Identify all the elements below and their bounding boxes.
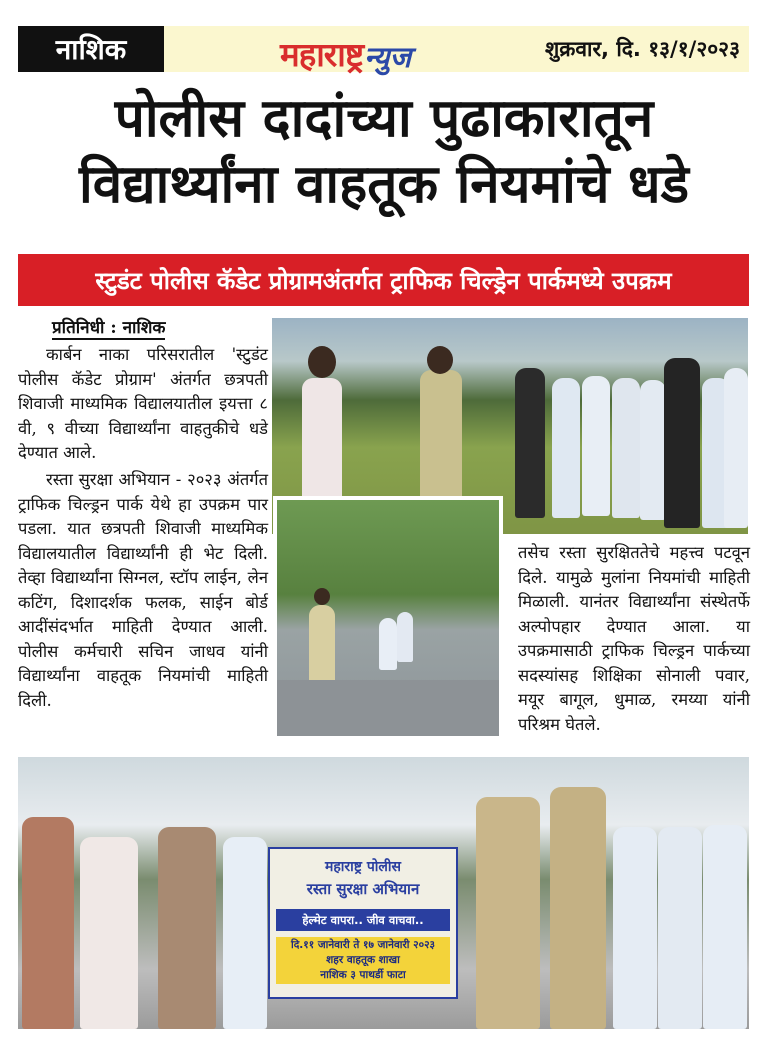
- logo-part-1: महाराष्ट्र: [280, 35, 364, 74]
- publication-date: शुक्रवार, दि. १३/१/२०२३: [544, 37, 740, 61]
- banner-line-6: नाशिक ३ पाथर्डी फाटा: [320, 969, 406, 981]
- headline-line-2: विद्यार्थ्यांना वाहतूक नियमांचे धडे: [79, 154, 689, 215]
- banner-dates: [276, 937, 450, 984]
- headline-line-1: पोलीस दादांच्या पुढाकारातून: [114, 88, 654, 149]
- article-paragraph-3: तसेच रस्ता सुरक्षिततेचे महत्त्व पटवून दिले. यामुळे मुलांना नियमांची माहिती मिळाली. यानंतर विद्यार्थ्यांना संस्थेतर्फे अल्पोपहार देण्यात आला. या उपक्रमासाठी ट्राफिक चिल्ड्रन पार्कच्या सदस्यांसह शिक्षिका सोनाली पवार, मयूर बागूल, धुमाळ, रमय्या यांनी परिश्रम घेतले.: [518, 543, 750, 734]
- city-tag: नाशिक: [18, 26, 164, 72]
- banner-line-3: हेल्मेट वापरा.. जीव वाचवा..: [276, 909, 450, 931]
- subheadline: स्टुडंट पोलीस कॅडेट प्रोग्रामअंतर्गत ट्राफिक चिल्ड्रेन पार्कमध्ये उपक्रम: [18, 254, 749, 306]
- article-paragraph-1: कार्बन नाका परिसरातील 'स्टुडंट पोलीस कॅडेट प्रोग्राम' अंतर्गत छत्रपती शिवाजी माध्यमिक विद्यालयातील इयत्ता ८ वी, ९ वीच्या विद्यार्थ्यांना वाहतुकीचे धडे देण्यात आले.: [18, 345, 268, 462]
- banner-line-4: दि.११ जानेवारी ते १७ जानेवारी २०२३: [290, 939, 436, 951]
- banner-line-2: रस्ता सुरक्षा अभियान: [306, 880, 420, 898]
- byline: प्रतिनिधी : नाशिक: [52, 315, 165, 340]
- photo-traffic-park: [273, 496, 503, 740]
- newspaper-logo: [280, 14, 411, 76]
- banner-line-1: महाराष्ट्र पोलीस: [325, 859, 401, 875]
- banner-line-5: शहर वाहतूक शाखा: [326, 954, 400, 966]
- logo-part-2: न्युज: [364, 40, 412, 74]
- road-safety-banner: [268, 847, 458, 999]
- article-paragraph-2: रस्ता सुरक्षा अभियान - २०२३ अंतर्गत ट्राफिक चिल्ड्रन पार्क येथे हा उपक्रम पार पडला. यात छत्रपती शिवाजी माध्यमिक विद्यालयातील विद्यार्थ्यांनी ही भेट दिली. तेव्हा विद्यार्थ्यांना सिग्नल, स्टॉप लाईन, लेन कटिंग, दिशादर्शक फलक, साईन बोर्ड आदींसंदर्भात माहिती देण्यात आली. पोलीस कर्मचारी सचिन जाधव यांनी विद्यार्थ्यांना वाहतूक नियमांची माहिती दिली.: [18, 470, 268, 710]
